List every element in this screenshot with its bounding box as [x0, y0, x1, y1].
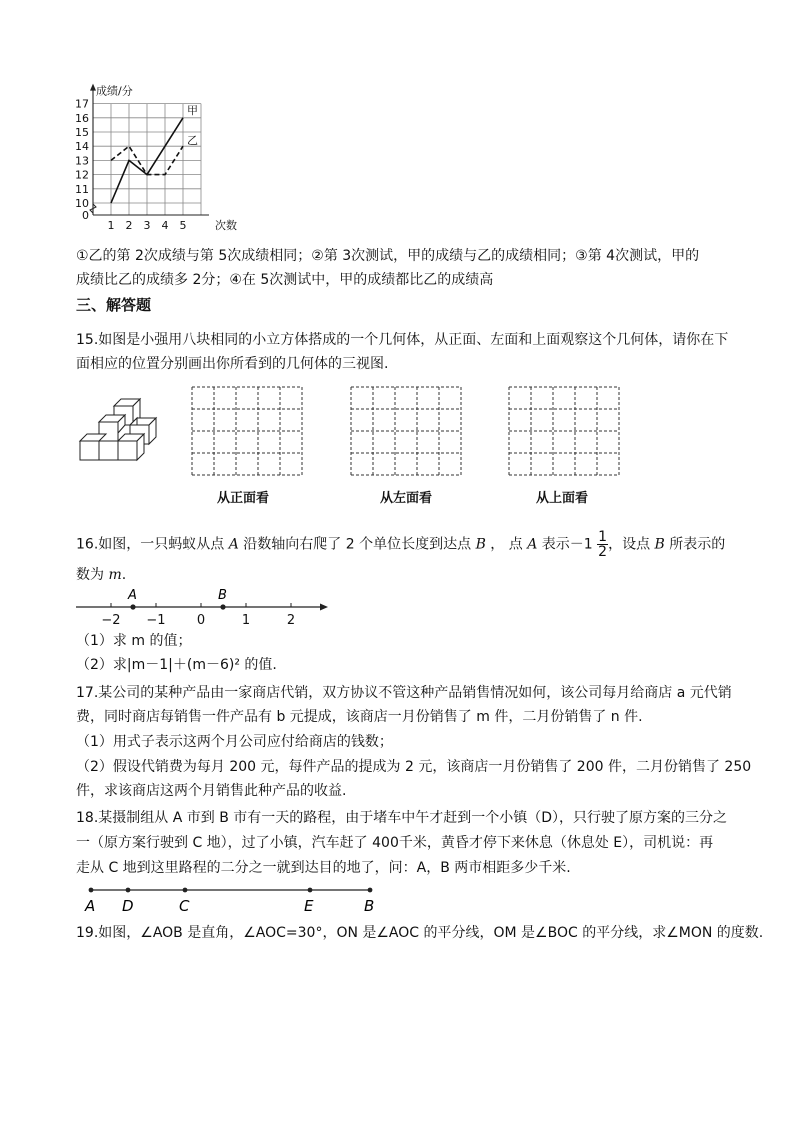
q16-var-m: m: [108, 567, 122, 583]
q17-sub-2b: 件，求该商店这两个月销售此种产品的收益.: [76, 783, 347, 799]
y-tick-label: 17: [75, 97, 89, 111]
x-tick-label: 3: [143, 219, 151, 232]
series-label-1: 甲: [187, 103, 198, 117]
y-tick-label: 10: [75, 197, 89, 210]
y-tick-label: 0: [82, 209, 89, 222]
fraction-denominator: 2: [598, 544, 608, 560]
y-tick-label: 15: [75, 126, 89, 139]
q17-line-1: 17.某公司的某种产品由一家商店代销，双方协议不管这种产品销售情况如何，该公司每月给商店 a 元代销: [76, 685, 732, 701]
q16-text-f: 所表示的: [664, 536, 726, 553]
q16-text-a: 16.如图，一只蚂蚁从点: [76, 536, 229, 553]
chart-grid: [93, 104, 201, 215]
point-e-dot: [308, 888, 313, 893]
cube-solid-figure: [74, 393, 166, 465]
q16-sub-2: （2）求|m－1|＋(m－6)² 的值.: [76, 657, 277, 673]
q16-line-1: [76, 530, 725, 559]
point-a-dot: [89, 888, 94, 893]
q16-text-b: 沿数轴向右爬了 2 个单位长度到达点: [238, 536, 476, 553]
label-c: C: [179, 897, 190, 915]
caption-front-view: 从正面看: [217, 491, 270, 506]
q16-line-2: [76, 563, 126, 587]
q19-line-1: 19.如图，∠AOB 是直角，∠AOC=30°，ON 是∠AOC 的平分线，OM 是∠BOC 的平分线，求∠MON 的度数.: [76, 925, 764, 941]
q18-line-3: 走从 C 地到这里路程的二分之一就到达目的地了，问：A，B 两市相距多少千米.: [76, 860, 571, 876]
point-b-label: B: [218, 588, 227, 603]
y-tick-label: 11: [75, 182, 89, 196]
q17-sub-2a: （2）假设代销费为每月 200 元，每件产品的提成为 2 元，该商店一月份销售了 200 件，二月份销售了 250: [76, 759, 752, 775]
q16-fraction: [597, 530, 608, 559]
road-segment-diagram: [80, 880, 380, 916]
q15-line-2: 面相应的位置分别画出你所看到的几何体的三视图.: [76, 356, 389, 372]
q18-line-2: 一（原方案行驶到 C 地），过了小镇，汽车赶了 400千米，黄昏才停下来休息（休息处 E），司机说：再: [76, 835, 714, 851]
label-d: D: [122, 897, 134, 915]
y-tick-label: 14: [75, 140, 89, 154]
q17-sub-1: （1）用式子表示这两个月公司应付给商店的钱数；: [76, 734, 393, 750]
caption-left-view: 从左面看: [380, 491, 433, 506]
x-tick-label: 5: [179, 219, 187, 232]
x-tick-label: 1: [107, 219, 115, 232]
point-b-dot: [368, 888, 373, 893]
score-line-chart: [70, 80, 240, 240]
q16-text-g: 数为: [76, 567, 109, 583]
caption-top-view: 从上面看: [536, 491, 589, 506]
point-d-dot: [126, 888, 131, 893]
chart-labels: [75, 84, 237, 232]
q16-point-b: B: [475, 536, 486, 553]
q16-text-h: .: [121, 567, 127, 583]
label-e: E: [304, 897, 314, 915]
q16-text-d: 表示－1: [537, 536, 598, 553]
point-a-dot: [130, 604, 135, 609]
q16-point-b-2: B: [654, 536, 665, 553]
q16-point-a: A: [228, 536, 239, 553]
number-line-tick-label: 1: [241, 613, 251, 627]
q16-sub-1: （1）求 m 的值；: [76, 633, 192, 649]
x-tick-label: 2: [125, 219, 133, 232]
point-a-label: A: [128, 588, 137, 603]
series-label-2: 乙: [187, 134, 198, 148]
q17-line-2: 费，同时商店每销售一件产品有 b 元提成，该商店一月份销售了 m 件，二月份销售了 n 件.: [76, 709, 643, 725]
q15-line-1: 15.如图是小强用八块相同的小立方体搭成的一个几何体，从正面、左面和上面观察这个几何体，请你在下: [76, 332, 729, 348]
point-c-dot: [183, 888, 188, 893]
y-tick-label: 13: [75, 154, 89, 168]
number-line-tick-label: −2: [101, 613, 121, 627]
q14-line-2: 成绩比乙的成绩多 2分；④在 5次测试中，甲的成绩都比乙的成绩高: [76, 272, 494, 288]
label-b: B: [364, 897, 375, 915]
number-line-tick-label: −1: [146, 613, 166, 627]
label-a: A: [85, 897, 96, 915]
fraction-numerator: 1: [598, 529, 608, 545]
point-b-dot: [220, 604, 225, 609]
section-title: 三、解答题: [76, 296, 152, 314]
number-line-tick-label: 0: [196, 613, 206, 627]
q16-text-c: ， 点: [485, 536, 528, 553]
y-tick-label: 12: [75, 168, 89, 182]
top-view-grid: [508, 386, 620, 476]
x-tick-label: 4: [161, 219, 169, 232]
y-axis-label: 成绩/分: [96, 84, 133, 98]
number-line-tick-label: 2: [286, 613, 296, 627]
x-axis-label: 次数: [215, 219, 237, 232]
number-line: [72, 585, 334, 627]
q16-text-e: ，设点: [608, 536, 655, 553]
left-view-grid: [350, 386, 462, 476]
front-view-grid: [191, 386, 303, 476]
y-tick-label: 16: [75, 111, 89, 125]
q16-point-a-2: A: [527, 536, 538, 553]
q18-line-1: 18.某摄制组从 A 市到 B 市有一天的路程，由于堵车中午才赶到一个小镇（D），只行驶了原方案的三分之: [76, 810, 728, 826]
q14-line-1: ①乙的第 2次成绩与第 5次成绩相同；②第 3次测试，甲的成绩与乙的成绩相同；③第 4次测试，甲的: [76, 248, 700, 264]
